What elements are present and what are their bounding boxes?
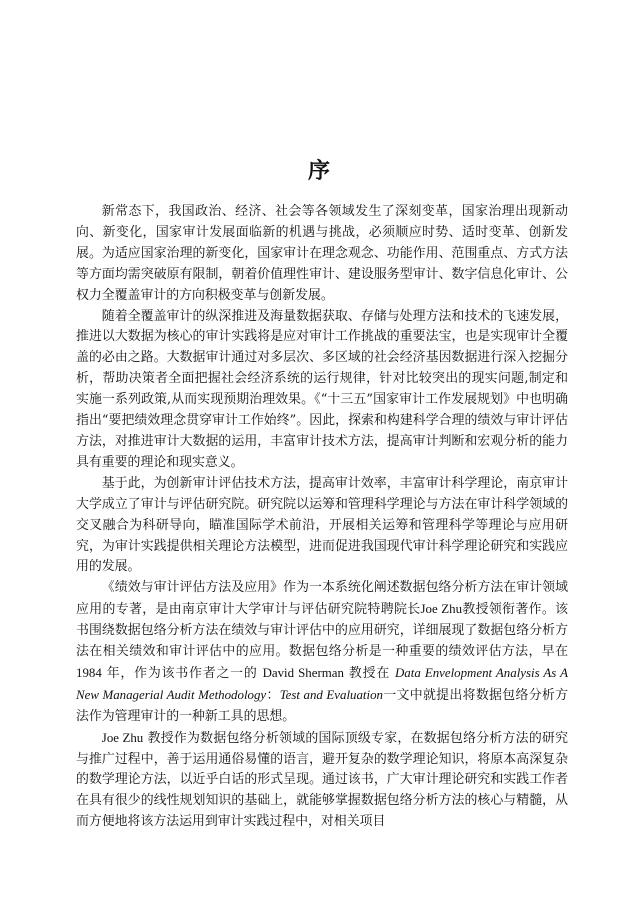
page-title: 序 <box>307 158 330 184</box>
paragraph-4-text-d: 教授在 <box>348 665 391 681</box>
paragraph-4 <box>76 578 568 727</box>
paragraph-1: 新常态下，我国政治、经济、社会等各领域发生了深刻变革，国家治理出现新动向、新变化，国家审计发展面临新的机遇与挑战，必须顺应时势、适时变革、创新发展。为适应国家治理的新变化，国家审计在理念观念、功能作用、范围重点、方式方法等方面均需突破原有限制，朝着价值理性审计、建设服务型审计、数字信息化审计、公权力全覆盖审计的方向积极变革与创新发展。 <box>76 204 568 303</box>
paragraph-4-text-a: 《绩效与审计评估方法及应用》作为一本系统化阐述数据包络分析方法在审计领域应用的专著，是由南京审计大学审计与评估研究院特聘院长 <box>76 580 568 618</box>
paragraph-4-text-f: 一文中就提出将数据包络分析方法作为管理审计的一种新工具的思想。 <box>76 687 569 724</box>
paragraph-5 <box>76 728 568 834</box>
paragraph-2: 随着全覆盖审计的纵深推进及海量数据获取、存储与处理方法和技术的飞速发展，推进以大数据为核心的审计实践将是应对审计工作挑战的重要法宝，也是实现审计全覆盖的必由之路。大数据审计通过对多层次、多区域的社会经济基因数据进行深入挖掘分析，帮助决策者全面把握社会经济系统的运行规律，针对比较突出的现实问题,制定和实施一系列政策,从而实现预期治理效果。《“十三五”国家审计工作发展规划》中也明确指出“要把绩效理念贯穿审计工作始终”。因此，探索和构建科学合理的绩效与审计评估方法，对推进审计大数据的运用，丰富审计技术方法，提高审计判断和宏观分析的能力具有重要的理论和现实意义。 <box>76 308 568 470</box>
article-title: Data Envelopment Analysis As A New Managerial Audit Methodology <box>76 665 569 702</box>
paragraph-4-text-b: 教授领衔著作。该书围绕数据包络分析方法在绩效与审计评估中的应用研究，详细展现了数据包络分析方法在相关绩效和审计评估中的应用。数据包络分析是一种重要的绩效评估方法，早在 <box>76 602 569 660</box>
paragraph-5-text: 教授作为数据包络分析领域的国际顶级专家，在数据包络分析方法的研究与推广过程中，善于运用通俗易懂的语言，避开复杂的数学理论知识，将原本高深复杂的数学理论方法，以近乎白话的形式呈现。通过该书，广大审计理论研究和实践工作者在具有很少的线性规划知识的基础上，就能够掌握数据包络分析方法的核心与精髓，从而方便地将该方法运用到审计实践过程中，对相关项目 <box>76 730 569 830</box>
author-name-joe-zhu: Joe Zhu <box>420 602 463 617</box>
author-name-joe-zhu: Joe Zhu <box>101 730 144 745</box>
year: 1984 <box>76 665 102 680</box>
paragraph-4-text-c: 年，作为该书作者之一的 <box>106 665 258 681</box>
article-subtitle: Test and Evaluation <box>279 687 383 702</box>
body-text <box>76 202 568 833</box>
author-name-david-sherman: David Sherman <box>262 665 344 680</box>
paragraph-3: 基于此，为创新审计评估技术方法，提高审计效率，丰富审计科学理论，南京审计大学成立了审计与评估研究院。研究院以运筹和管理科学理论与方法在审计科学领域的交叉融合为科研导向，瞄准国际学术前沿，开展相关运筹和管理科学等理论与应用研究，为审计实践提供相关理论方法模型，进而促进我国现代审计科学理论研究和实践应用的发展。 <box>76 475 568 575</box>
paragraph-4-text-e: ： <box>266 687 280 703</box>
